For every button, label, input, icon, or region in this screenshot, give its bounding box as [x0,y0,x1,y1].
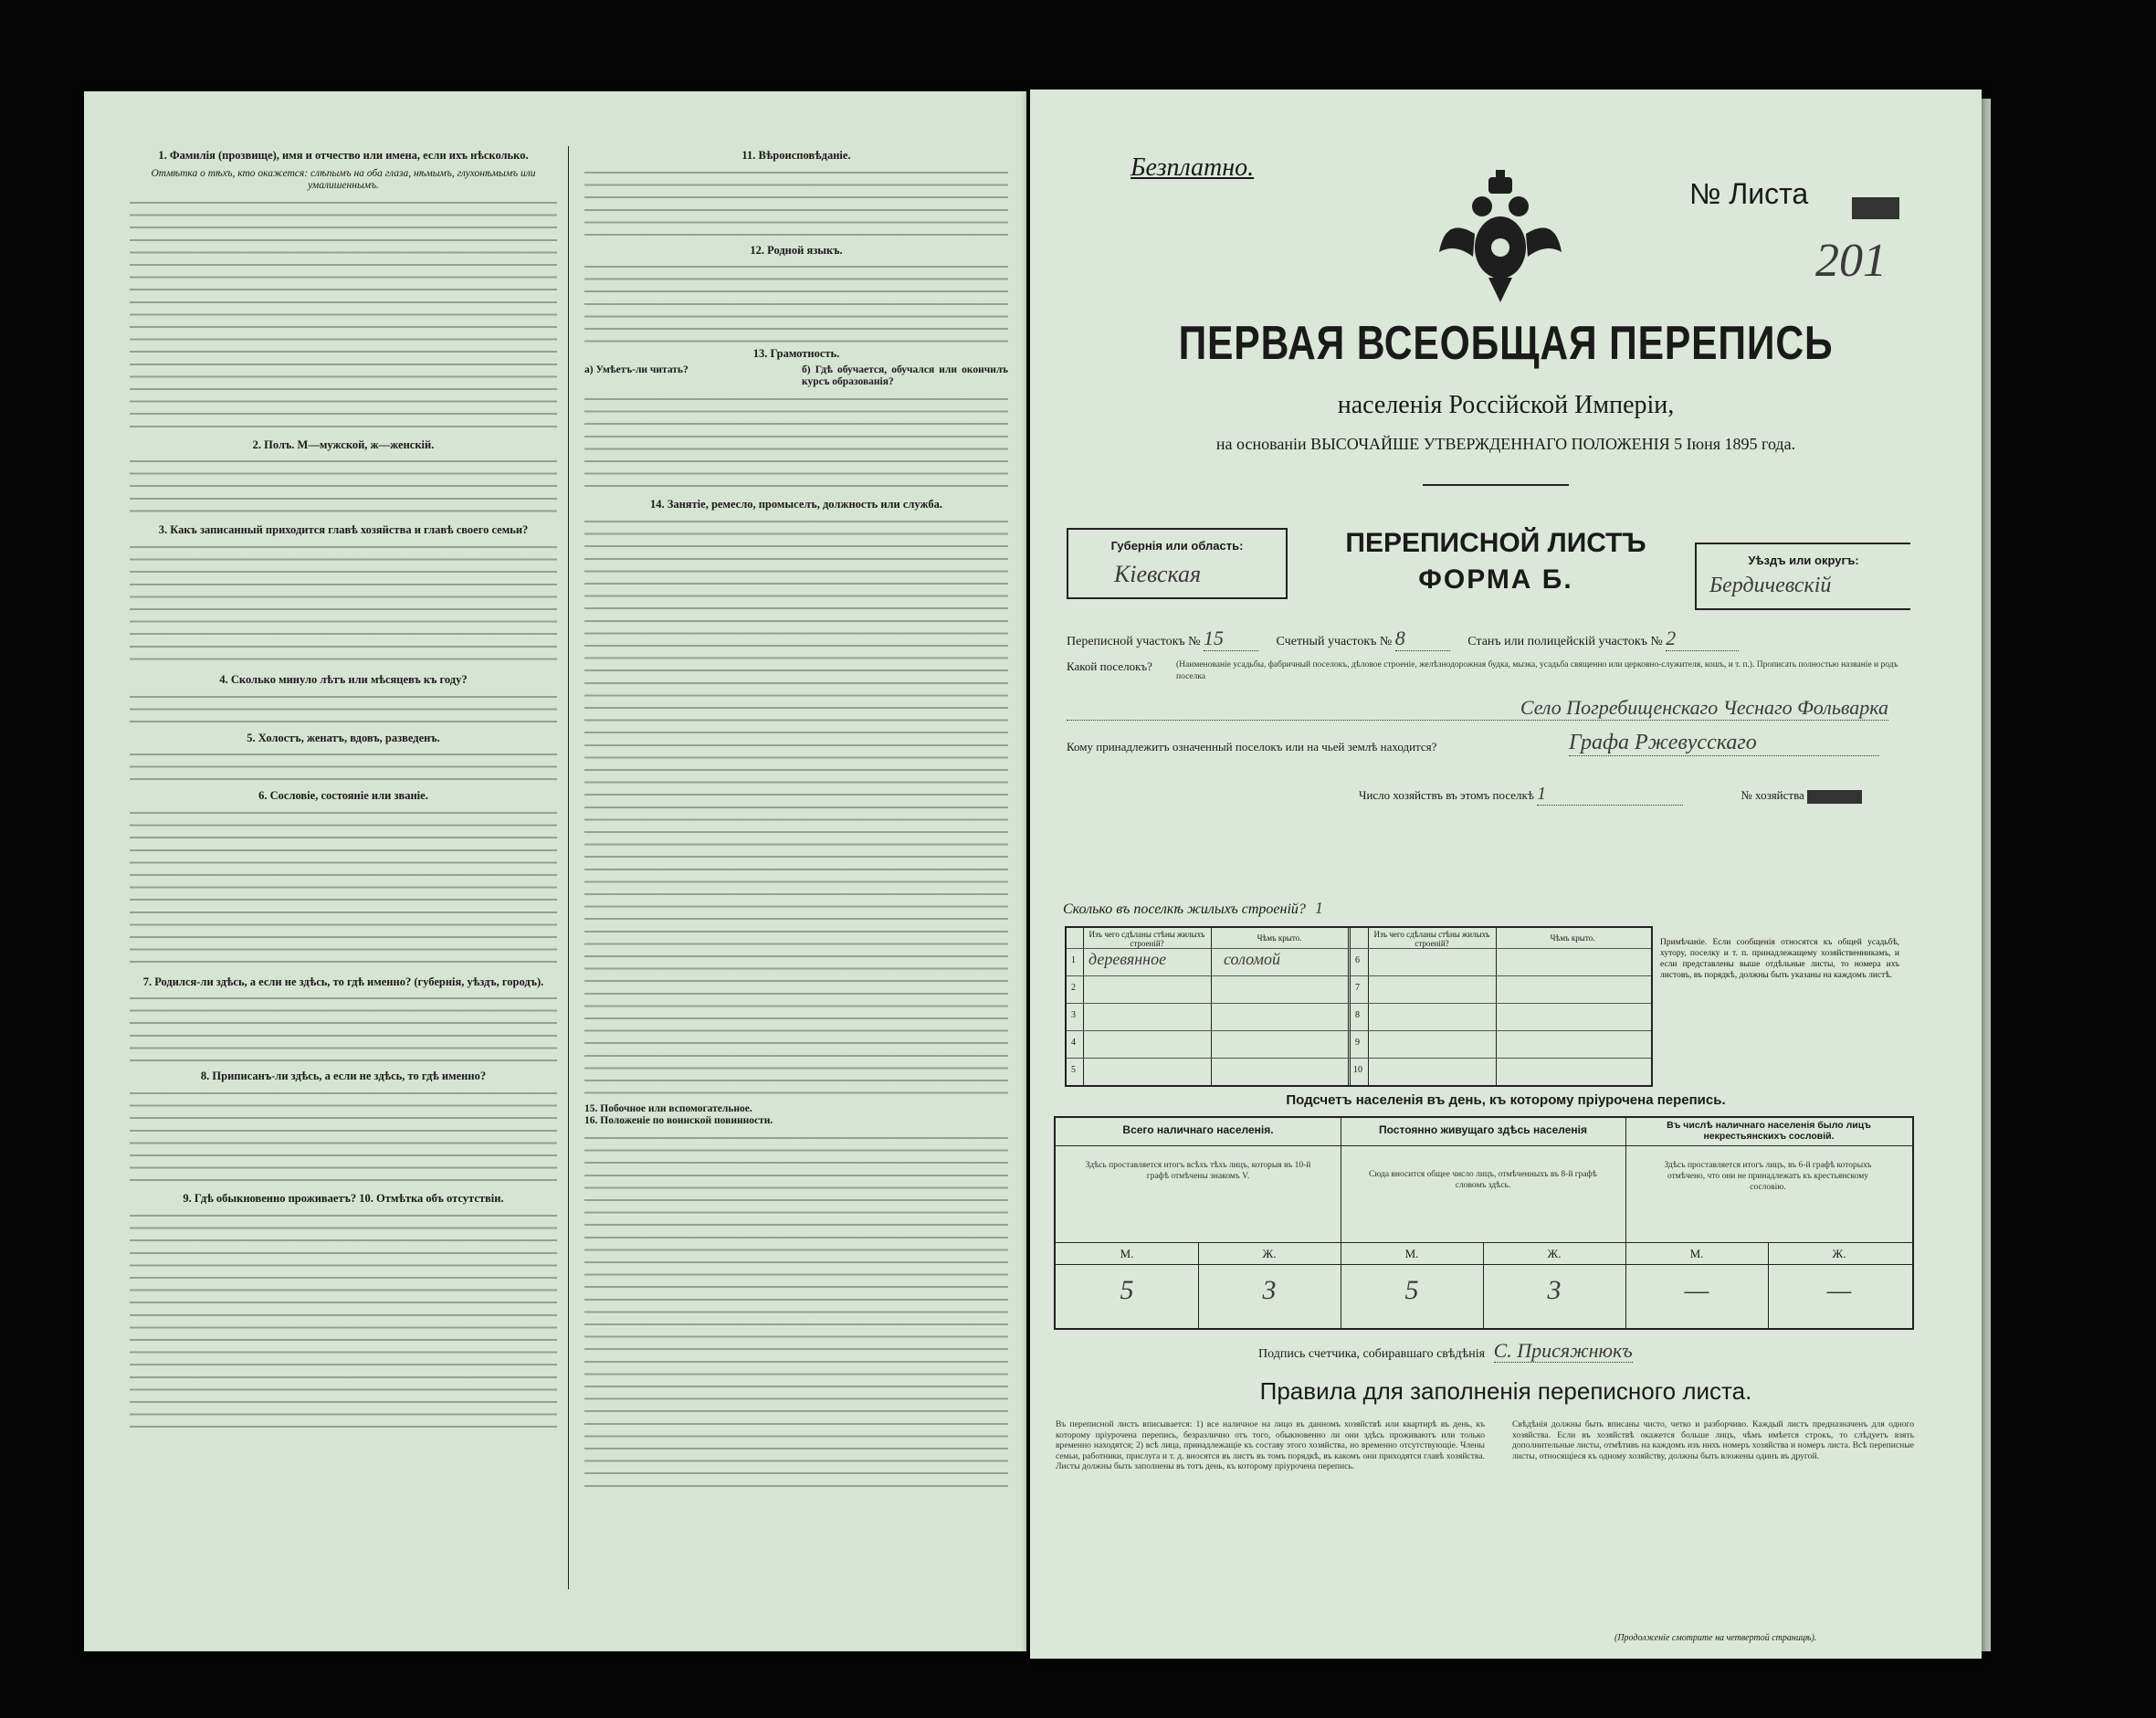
instructions-column-2 [584,144,1008,1501]
rules-title: Правила для заполненія переписного листа. [1259,1377,1752,1405]
household-no-stamp [1807,790,1862,804]
pt-f-label: Ж. [1547,1247,1562,1260]
pt-f-label: Ж. [1832,1247,1846,1260]
bt-row-number: 8 [1355,1010,1360,1020]
pt-f-label: Ж. [1262,1247,1277,1260]
pt-body-total: Здѣсь проставляется итогъ всѣхъ тѣхъ лицъ, которыя въ 10-й графѣ отмѣчены знакомъ V. [1085,1161,1311,1181]
section-heading-2: 2. Полъ. М—мужской, ж—женскій. [252,437,435,451]
schet-value: 8 [1395,627,1450,651]
instructions-column-1 [130,144,557,1441]
text-block [130,541,557,669]
left-page-instructions [84,91,1026,1651]
bt-row-line [1067,1030,1651,1031]
bt-num-col [1067,928,1084,1085]
section-heading-8: 8. Приписанъ-ли здѣсь, а если не здѣсь, то гдѣ именно? [200,1070,487,1083]
perepis-label: Переписной участокъ № [1067,635,1201,648]
population-table [1054,1116,1914,1330]
section-heading-5: 5. Холостъ, женатъ, вдовъ, разведенъ. [247,731,440,744]
bt-row-number: 10 [1353,1065,1362,1075]
bt-row-number: 5 [1071,1065,1076,1075]
signature-row [1258,1339,1633,1363]
section-heading-9: 9. Гдѣ обыкновенно проживаетъ? 10. Отмѣтка объ отсутствіи. [183,1191,504,1205]
bt-head-roof-2: Чѣмъ крыто. [1550,933,1595,943]
rules-column-1: Въ переписной листъ вписывается: 1) все наличное на лицо въ данномъ хозяйствѣ или квартирѣ въ день, къ которому пріурочена перепись, безразлично отъ того, обыкновенно ли они здѣсь проживаютъ или только временно находятся; 2) всѣ лица, принадлежащіе къ составу этого хозяйства, но временно отсутствующіе. Члены семьи, работники, прислуга и т. д. вносятся въ листъ въ томъ порядкѣ, въ какомъ они приходятся главѣ хозяйства. Листы должны быть заполнены въ тотъ день, къ которому пріурочена перепись. [1056,1419,1485,1472]
buildings-value: 1 [1314,899,1323,917]
pt-m-label: М. [1689,1247,1704,1260]
pt-rule [1056,1145,1912,1146]
stan-value: 2 [1666,627,1739,651]
uezd-box [1695,543,1910,610]
section-heading-6: 6. Сословіе, состояніе или званіе. [258,789,428,803]
bt-row-line [1067,1058,1651,1059]
pt-head-nonpeasant: Въ числѣ наличнаго населенія было лицъ некрестьянскихъ сословій. [1667,1120,1871,1142]
text-block [130,806,557,971]
literacy-subheads [584,364,1008,389]
pt-body-permanent: Сюда вносится общее число лицъ, отмѣченныхъ въ 8-й графѣ словомъ здѣсь. [1369,1170,1597,1190]
title-divider [1423,484,1569,486]
stan-label: Станъ или полицейскій участокъ № [1467,635,1663,648]
bt-row-line [1067,948,1651,949]
text-block [130,1087,557,1187]
pt-divider [1198,1242,1199,1328]
census-subtitle: населенія Россійской Имперіи, [1337,391,1675,419]
pt-permanent-male: 5 [1404,1275,1419,1305]
owner-label: Кому принадлежитъ означенный поселокъ или на чьей землѣ находится? [1067,740,1437,754]
census-title: ПЕРВАЯ ВСЕОБЩАЯ ПЕРЕПИСЬ [1178,317,1834,370]
text-block [130,1209,557,1438]
column-divider [568,146,569,1589]
section-heading-16: 16. Положеніе по воинской повинности. [584,1115,773,1127]
form-title: ПЕРЕПИСНОЙ ЛИСТЪ [1345,528,1646,558]
sheet-number-label: № Листа [1689,177,1809,210]
sheet-number-handwritten: 201 [1815,235,1887,287]
pt-m-label: М. [1404,1247,1419,1260]
section-heading-1: 1. Фамилія (прозвище), имя и отчество или имена, если ихъ нѣсколько. [158,149,529,162]
pt-divider [1625,1118,1626,1328]
section-heading-15: 15. Побочное или вспомогательное. [584,1102,752,1114]
literacy-b: б) Гдѣ обучается, обучался или окончилъ курсъ образованія? [802,364,1008,388]
section-heading-7: 7. Родился-ли здѣсь, а если не здѣсь, то гдѣ именно? (губернія, уѣздъ, городъ). [142,975,544,988]
bt-row-number: 9 [1355,1038,1360,1048]
bt-row-number: 4 [1071,1038,1076,1048]
bt-row-line [1067,975,1651,976]
schet-label: Счетный участокъ № [1276,635,1393,648]
guberniya-value: Кіевская [1114,561,1202,587]
pt-m-label: М. [1120,1247,1134,1260]
pt-rule [1056,1264,1912,1265]
section-note-1: Отмѣтка о тѣхъ, кто окажется: слѣпымъ на оба глаза, нѣмымъ, глухонѣмымъ или умалишеннымъ. [151,167,536,192]
bt-row-number: 7 [1355,983,1360,993]
bt-row-line [1067,1003,1651,1004]
buildings-note: Примѣчаніе. Если сообщенія относятся къ общей усадьбѣ, хутору, поселку и т. п. принадлежащему хозяйственникамъ, и если представлены выше отдѣльные листы, то номера ихъ листовъ, въ порядкѣ, должны быть указаны на каждомъ листѣ. [1660,938,1899,980]
pt-total-male: 5 [1120,1275,1134,1305]
text-block [130,992,557,1065]
perepis-value: 15 [1204,627,1258,651]
bt-head-kind: Изъ чего сдѣланы стѣны жилыхъ строеній? [1089,930,1205,948]
uezd-value: Бердичевскій [1709,574,1832,597]
text-block [130,455,557,519]
pt-nonpeasant-female: — [1826,1275,1852,1305]
bt-hand-roof: соломой [1224,950,1280,968]
guberniya-label: Губернія или область: [1110,539,1244,553]
signature-value: С. Присяжнюкъ [1493,1339,1633,1362]
pt-permanent-female: 3 [1547,1275,1562,1305]
double-headed-eagle-emblem [1432,170,1569,307]
section-heading-3: 3. Какъ записанный приходится главѣ хозяйства и главѣ своего семьи? [158,523,529,537]
bt-head-roof: Чѣмъ крыто. [1257,933,1302,943]
district-row [1067,627,1739,651]
bt-head-kind-2: Изъ чего сдѣланы стѣны жилыхъ строеній? [1373,930,1490,948]
free-label: Безплатно. [1131,153,1255,182]
rules-column-2: Свѣдѣнія должны быть вписаны чисто, четко и разборчиво. Каждый листъ предназначенъ для одного хозяйства. Если въ хозяйствѣ окажется больше лицъ, чѣмъ имѣется строкъ, то слѣдуетъ взять дополнительные листы, отмѣтивъ на каждомъ изъ нихъ номеръ хозяйства и номеръ листа. Всѣ переписные листы, относящіеся къ одному хозяйству, должны быть вложены одинъ въ другой. [1512,1419,1914,1461]
bt-row-number: 6 [1355,955,1360,965]
text-block [584,1132,1008,1497]
section-heading-14: 14. Занятіе, ремесло, промыселъ, должность или служба. [649,497,943,511]
sheet-number-stamp [1852,197,1899,219]
section-heading-13: 13. Грамотность. [752,347,840,361]
household-no-label: № хозяйства [1741,788,1804,802]
text-block [584,166,1008,239]
households-value: 1 [1537,784,1683,806]
settlement-value: Село Погребищенскаго Чеснаго Фольварка [1067,696,1888,721]
pt-nonpeasant-male: — [1684,1275,1709,1305]
bt-row-number: 1 [1071,955,1076,965]
bt-num-col-2 [1351,928,1369,1085]
census-basis: на основаніи ВЫСОЧАЙШЕ УТВЕРЖДЕННАГО ПОЛОЖЕНІЯ 5 Іюня 1895 года. [1215,435,1796,453]
households-label: Число хозяйствъ въ этомъ поселкѣ [1359,788,1534,802]
bt-row-number: 3 [1071,1010,1076,1020]
text-block [584,393,1008,493]
pt-divider [1483,1242,1484,1328]
text-block [130,748,557,785]
pt-rule [1056,1242,1912,1243]
signature-label: Подпись счетчика, собиравшаго свѣдѣнія [1258,1347,1486,1361]
buildings-table [1065,926,1653,1087]
population-caption: Подсчетъ населенія въ день, къ которому пріурочена перепись. [1286,1092,1726,1108]
bt-hand-kind: деревянное [1089,950,1167,968]
text-block [584,260,1008,343]
households-row [1359,784,1862,806]
pt-total-female: 3 [1262,1275,1277,1305]
pt-body-nonpeasant: Здѣсь проставляется итогъ лицъ, въ 6-й графѣ которыхъ отмѣчено, что они не принадлежатъ къ крестьянскому сословію. [1664,1161,1872,1192]
rules-footnote: (Продолженіе смотрите на четвертой страницѣ). [1614,1633,1817,1643]
bt-row-number: 2 [1071,983,1076,993]
buildings-caption-text: Сколько въ поселкѣ жилыхъ строеній? [1063,901,1306,917]
form-name: ФОРМА Б. [1418,564,1573,595]
settlement-label: Какой поселокъ? [1067,659,1152,673]
section-heading-4: 4. Сколько минуло лѣтъ или мѣсяцевъ къ году? [219,672,468,686]
literacy-a: а) Умѣетъ-ли читать? [584,364,689,375]
text-block [584,515,1008,1100]
section-heading-12: 12. Родной языкъ. [750,243,843,257]
bt-kind-col-2 [1368,928,1497,1085]
pt-head-permanent: Постоянно живущаго здѣсь населенія [1379,1123,1587,1136]
uezd-label: Уѣздъ или округъ: [1748,553,1859,567]
guberniya-box [1067,528,1288,599]
owner-value: Графа Ржевусскаго [1569,731,1879,756]
pt-head-total: Всего наличнаго населенія. [1122,1123,1274,1136]
buildings-caption [1063,899,1323,918]
text-block [130,690,557,727]
right-page-census-form [1030,90,1982,1659]
text-block [130,196,557,434]
settlement-hint: (Наименованіе усадьбы, фабричный поселокъ, дѣловое строеніе, желѣзнодорожная будка, мызка, усадьба священно или церковно-служителя, кошъ, и т. п.). Прописать полностью названіе и родъ поселка [1176,660,1898,681]
section-heading-11: 11. Вѣроисповѣданіе. [741,149,851,162]
pt-divider [1768,1242,1769,1328]
